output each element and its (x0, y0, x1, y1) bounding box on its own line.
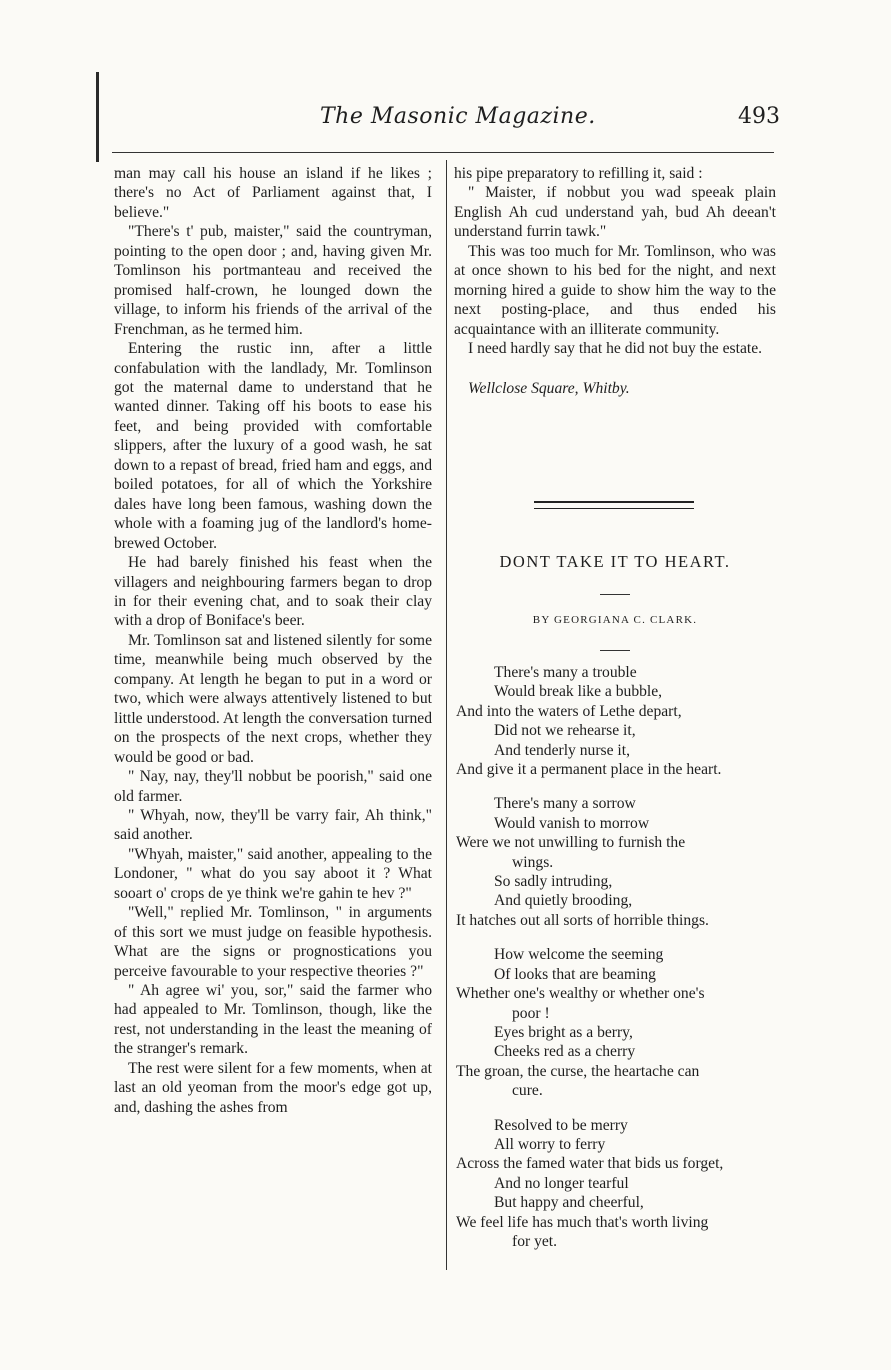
right-column-paragraphs (454, 164, 776, 359)
byline-rule (600, 650, 630, 651)
poem-line: And give it a permanent place in the heart. (456, 761, 722, 779)
paragraph: Entering the rustic inn, after a little confabulation with the landlady, Mr. Tomlinson got the maternal dame to understand that he wanted dinner. Taking off his boots to ease his feet, and being provided with comfortable slippers, after the luxury of a good wash, he sat down to a repast of bread, fried ham and eggs, and boiled potatoes, for all of which the Yorkshire dales have long been famous, washing down the whole with a foaming jug of the landlord's home-brewed October. (114, 340, 432, 552)
poem-line: There's many a sorrow (494, 795, 636, 813)
poem-line: for yet. (512, 1232, 558, 1250)
column-divider (446, 160, 447, 1270)
poem-line: poor ! (512, 1004, 550, 1022)
poem-line: And no longer tearful (494, 1174, 629, 1192)
right-column (454, 164, 776, 398)
paragraph: Mr. Tomlinson sat and listened silently for some time, meanwhile being much observed by the company. At length he began to put in a word or two, which were always attentively listened to but little understood. At length the conversation turned on the prospects of the next crops, whether they would be good or bad. (114, 631, 432, 766)
poem-title: DONT TAKE IT TO HEART. (499, 552, 731, 571)
poem-line: Whether one's wealthy or whether one's (456, 985, 705, 1003)
title-rule (600, 594, 630, 595)
poem-line: How welcome the seeming (494, 946, 664, 964)
poem-line: It hatches out all sorts of horrible things. (456, 911, 709, 929)
poem-line: There's many a trouble (494, 664, 637, 681)
poem-stanza (456, 945, 782, 1100)
paragraph: He had barely finished his feast when the villagers and neighbouring farmers began to drop in for their evening chat, and to soak their clay with a drop of Boniface's beer. (114, 554, 432, 630)
poem-stanza (456, 663, 782, 779)
paragraph: " Maister, if nobbut you wad speeak plain English Ah cud understand yah, bud Ah deean't understand furrin tawk." (454, 184, 776, 241)
poem-line: But happy and cheerful, (494, 1194, 644, 1212)
paragraph: "There's t' pub, maister," said the countryman, pointing to the open door ; and, having given Mr. Tomlinson his portmanteau and received the promised half-crown, he lounged down the village, to inform his friends of the arrival of the Frenchman, as he termed him. (114, 223, 432, 338)
poem-line: And quietly brooding, (494, 892, 633, 910)
paragraph: "Well," replied Mr. Tomlinson, " in arguments of this sort we must judge on feasible hypothesis. What are the signs or prognostications you perceive favourable to your respective theories ?" (114, 904, 432, 980)
poem-line: Did not we rehearse it, (494, 722, 636, 740)
header-rule (112, 152, 774, 153)
poem-line: Were we not unwilling to furnish the (456, 834, 686, 852)
poem-stanza (456, 794, 782, 930)
poem-line: The groan, the curse, the heartache can (456, 1062, 700, 1080)
page-number: 493 (738, 104, 780, 129)
poem-body (456, 663, 782, 1266)
poem-line: Across the famed water that bids us forget, (456, 1155, 724, 1173)
poem-line: Resolved to be merry (494, 1116, 628, 1134)
paragraph: " Whyah, now, they'll be varry fair, Ah think," said another. (114, 806, 432, 844)
poem-line: Cheeks red as a cherry (494, 1043, 636, 1061)
signature: Wellclose Square, Whitby. (468, 379, 630, 397)
paragraph: " Ah agree wi' you, sor," said the farmer who had appealed to Mr. Tomlinson, though, like the rest, not understanding in the least the meaning of the stranger's remark. (114, 982, 432, 1058)
paragraph: " Nay, nay, they'll nobbut be poorish," said one old farmer. (114, 768, 432, 805)
poem-line: And into the waters of Lethe depart, (456, 702, 682, 720)
paragraph: "Whyah, maister," said another, appealing to the Londoner, " what do you say aboot it ? What sooart o' crops de ye think we're gahin te hev ?" (114, 845, 432, 902)
left-column (114, 164, 432, 1117)
poem-line: Would vanish to morrow (494, 814, 650, 832)
poem-line: Eyes bright as a berry, (494, 1023, 633, 1041)
paragraph: This was too much for Mr. Tomlinson, who was at once shown to his bed for the night, and next morning hired a guide to show him the way to the next posting-place, and thus ended his acquaintance with an illiterate community. (454, 242, 776, 338)
poem-line: All worry to ferry (494, 1135, 606, 1153)
poem-line: So sadly intruding, (494, 873, 613, 891)
poem-line: And tenderly nurse it, (494, 741, 630, 759)
poem-stanza (456, 1116, 782, 1252)
paragraph: his pipe preparatory to refilling it, said : (454, 165, 703, 182)
poem-line: Of looks that are beaming (494, 965, 656, 983)
poem-line: We feel life has much that's worth living (456, 1213, 709, 1231)
paragraph: I need hardly say that he did not buy the estate. (468, 340, 763, 358)
page-header (110, 100, 780, 140)
poem-line: cure. (512, 1082, 543, 1100)
section-double-rule (534, 501, 694, 509)
poem-line: Would break like a bubble, (494, 683, 663, 701)
running-title: The Masonic Magazine. (320, 104, 596, 129)
paragraph: The rest were silent for a few moments, when at last an old yeoman from the moor's edge got up, and, dashing the ashes from (114, 1059, 432, 1116)
poem-line: wings. (512, 853, 554, 871)
page-edge-mark (96, 72, 99, 162)
poem-byline: BY GEORGIANA C. CLARK. (532, 614, 698, 626)
paragraph: man may call his house an island if he likes ; there's no Act of Parliament against that, I believe." (114, 165, 432, 221)
